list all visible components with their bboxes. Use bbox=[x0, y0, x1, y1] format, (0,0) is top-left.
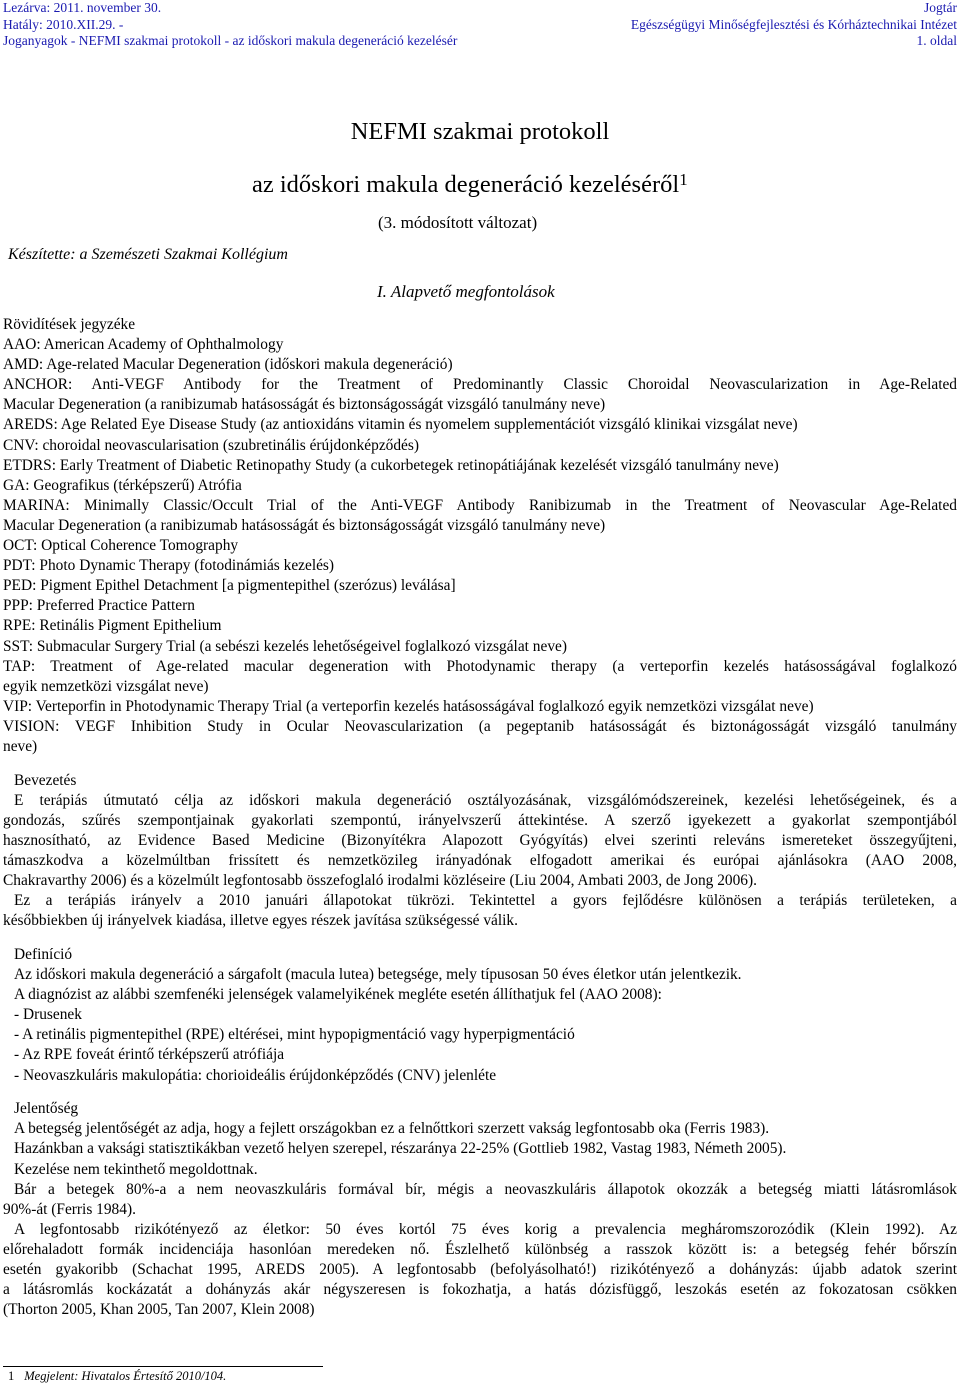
paragraph-line: Bár a betegek 80%-a a nem neovaszkuláris formával bír, mégis a neovaszkuláris állapotok okozzák a betegség miatti látásromlások bbox=[14, 1180, 957, 1198]
paragraph-line: A betegség jelentőségét az adja, hogy a fejlett országokban ez a felnőttkori szerzett vakság legfontosabb oka (Ferris 1983). bbox=[14, 1120, 770, 1138]
abbreviation-line: TAP: Treatment of Age-related macular degeneration with Photodynamic therapy (a verteporfin kezelés hatásosságával foglalkozó bbox=[3, 657, 957, 675]
paragraph-line: Kezelése nem tekinthető megoldottnak. bbox=[14, 1160, 258, 1178]
abbreviation-line: VIP: Verteporfin in Photodynamic Therapy Trial (a verteporfin kezelés hatásosságával foglalkozó egyik nemzetközi vizsgálat neve) bbox=[3, 697, 814, 715]
abbreviation-line: neve) bbox=[3, 737, 38, 755]
footnote-number: 1 bbox=[8, 1369, 15, 1383]
abbreviation-line: SST: Submacular Surgery Trial (a sebészi kezelés lehetőségeivel foglalkozó vizsgálat neve) bbox=[3, 637, 567, 655]
abbreviation-line: Macular Degeneration (a ranibizumab hatásosságát és biztonságosságát vizsgáló tanulmány neve) bbox=[3, 516, 606, 534]
footnote-divider bbox=[3, 1366, 323, 1367]
abbreviation-line: ETDRS: Early Treatment of Diabetic Retinopathy Study (a cukorbetegek retinopátiájának kezelését vizsgáló tanulmány neve) bbox=[3, 456, 779, 474]
abbreviation-line: ANCHOR: Anti-VEGF Antibody for the Treatment of Predominantly Classic Choroidal Neovascularization in Age-Related bbox=[3, 376, 957, 394]
header-page-number: 1. oldal bbox=[916, 33, 957, 48]
header-closed-date: Lezárva: 2011. november 30. bbox=[3, 0, 162, 15]
abbreviations-heading: Rövidítések jegyzéke bbox=[3, 316, 136, 333]
paragraph-line: Az időskori makula degeneráció a sárgafolt (macula lutea) betegsége, mely típusosan 50 éves életkor után jelentkezik. bbox=[14, 966, 742, 984]
header-publisher: Jogtár bbox=[924, 0, 957, 15]
paragraph-line: Chakravarthy 2006) és a közelmúlt legfontosabb összefoglaló irodalmi közléseire (Liu 2004, Ambati 2003, de Jong 2006). bbox=[3, 872, 757, 890]
abbreviation-line: GA: Geografikus (térképszerű) Atrófia bbox=[3, 476, 242, 494]
running-header-right bbox=[631, 0, 957, 50]
list-item: - Az RPE foveát érintő térképszerű atrófiája bbox=[14, 1046, 285, 1064]
paragraph-line: hasznosítható, az Evidence Based Medicine (Bizonyítékra Alapozott Gyógyítás) elvei szerinti releváns ismereteket összegyűjteni, bbox=[3, 831, 957, 849]
document-body bbox=[3, 315, 957, 1320]
abbreviation-line: PPP: Preferred Practice Pattern bbox=[3, 597, 195, 615]
abbreviation-line: PED: Pigment Epithel Detachment [a pigmentepithel (szerózus) leválása] bbox=[3, 577, 456, 595]
document-subtitle bbox=[252, 170, 688, 199]
paragraph-line: Hazánkban a vaksági statisztikákban vezető helyen szerepel, részaránya 22-25% (Gottlieb 1982, Vastag 1983, Németh 2005). bbox=[14, 1140, 787, 1158]
intro-heading: Bevezetés bbox=[14, 771, 77, 789]
subtitle-text: az időskori makula degeneráció kezeléséről bbox=[252, 171, 680, 198]
abbreviation-line: MARINA: Minimally Classic/Occult Trial of the Anti-VEGF Antibody Ranibizumab in the Treatment of Neovascular Age-Related bbox=[3, 496, 957, 514]
paragraph-line: A legfontosabb rizikótényező az életkor: 50 éves kortól 75 éves korig a prevalencia megháromszorozódik (Klein 1992). Az bbox=[14, 1220, 957, 1238]
abbreviation-line: Macular Degeneration (a ranibizumab hatásosságát és biztonságosságát vizsgáló tanulmány neve) bbox=[3, 396, 606, 414]
document-authors: Készítette: a Szemészeti Szakmai Kollégium bbox=[8, 246, 288, 263]
abbreviation-line: OCT: Optical Coherence Tomography bbox=[3, 537, 239, 555]
running-header-left bbox=[3, 0, 457, 50]
footnote-reference[interactable]: 1 bbox=[679, 170, 688, 189]
abbreviation-line: RPE: Retinális Pigment Epithelium bbox=[3, 617, 222, 635]
abbreviation-line: PDT: Photo Dynamic Therapy (fotodinámiás kezelés) bbox=[3, 557, 335, 575]
paragraph-line: a látásromlás kockázatát a dohányzás akár négyszeresen is fokozhatja, a hatás dózisfüggő, leszokás esetén az fokozatosan csökken bbox=[3, 1281, 957, 1299]
abbreviation-line: CNV: choroidal neovascularisation (szubretinális érújdonképződés) bbox=[3, 436, 419, 454]
list-item: - Drusenek bbox=[14, 1006, 82, 1024]
footnote-text: Megjelent: Hivatalos Értesítő 2010/104. bbox=[24, 1369, 227, 1383]
header-document-path: Joganyagok - NEFMI szakmai protokoll - az időskori makula degeneráció kezelésér bbox=[3, 33, 458, 48]
document-version: (3. módosított változat) bbox=[378, 213, 538, 232]
paragraph-line: A diagnózist az alábbi szemfenéki jelenségek valamelyikének megléte esetén állíthatjuk fel (AAO 2008): bbox=[14, 986, 662, 1004]
abbreviation-line: egyik nemzetközi vizsgálat neve) bbox=[3, 677, 209, 695]
document-title: NEFMI szakmai protokoll bbox=[350, 118, 610, 145]
abbreviation-line: AMD: Age-related Macular Degeneration (időskori makula degeneráció) bbox=[3, 356, 453, 374]
paragraph-line: E terápiás útmutató célja az időskori makula degeneráció osztályozásának, vizsgálómódszereinek, kezelési lehetőségeinek, és a bbox=[14, 791, 957, 809]
paragraph-line: 90%-át (Ferris 1984). bbox=[3, 1200, 136, 1218]
abbreviation-line: VISION: VEGF Inhibition Study in Ocular Neovascularization (a pegeptanib hatásosságát és biztonágosságát vizsgáló tanulmány bbox=[3, 717, 957, 735]
paragraph-line: előrehaladott formák incidenciája hasonlóan meredeken nő. Észlelhető különbség a rasszok között is: a betegség fehér bőrszín bbox=[3, 1240, 957, 1258]
list-item: - Neovaszkuláris makulopátia: chorioideális érújdonképződés (CNV) jelenléte bbox=[14, 1066, 497, 1084]
definition-heading: Definíció bbox=[14, 946, 73, 963]
header-institute: Egészségügyi Minőségfejlesztési és Kórháztechnikai Intézet bbox=[630, 16, 957, 32]
abbreviation-line: AAO: American Academy of Ophthalmology bbox=[3, 336, 284, 354]
paragraph-line: támaszkodva a közelmúltban frissített és nemzetközileg irányadónak elfogadott amerikai és európai ajánlásokra (AAO 2008, bbox=[3, 852, 957, 870]
list-item: - A retinális pigmentepithel (RPE) eltérései, mint hypopigmentáció vagy hyperpigmentáció bbox=[14, 1026, 575, 1044]
section-heading: I. Alapvető megfontolások bbox=[377, 282, 555, 301]
paragraph-line: gondozás, szűrés szempontjainak gyakorlati szempontú, irányelvszerű áttekintése. A szerző igyekezett a gyakorlat szempontjából bbox=[3, 811, 957, 829]
paragraph-line: esetén gyakoribb (Schachat 1995, AREDS 2005). A legfontosabb (befolyásolható!) rizikótényező a dohányzás: újabb adatok szerint bbox=[3, 1261, 957, 1278]
footnote bbox=[8, 1369, 226, 1384]
abbreviation-line: AREDS: Age Related Eye Disease Study (az antioxidáns vitamin és nyomelem supplementációt vizsgáló klinikai vizsgálat neve) bbox=[3, 416, 798, 434]
significance-heading: Jelentőség bbox=[14, 1100, 79, 1118]
paragraph-line: (Thorton 2005, Khan 2005, Tan 2007, Klein 2008) bbox=[3, 1301, 315, 1319]
paragraph-line: későbbiekben új irányelvek kiadása, illetve egyes részek javítása szükségessé válik. bbox=[3, 912, 518, 930]
header-effective-date: Hatály: 2010.XII.29. - bbox=[3, 16, 124, 32]
paragraph-line: Ez a terápiás irányelv a 2010 januári állapotokat tükrözi. Tekintettel a gyors fejlődésre különösen a terápiás területeken, a bbox=[14, 892, 957, 910]
